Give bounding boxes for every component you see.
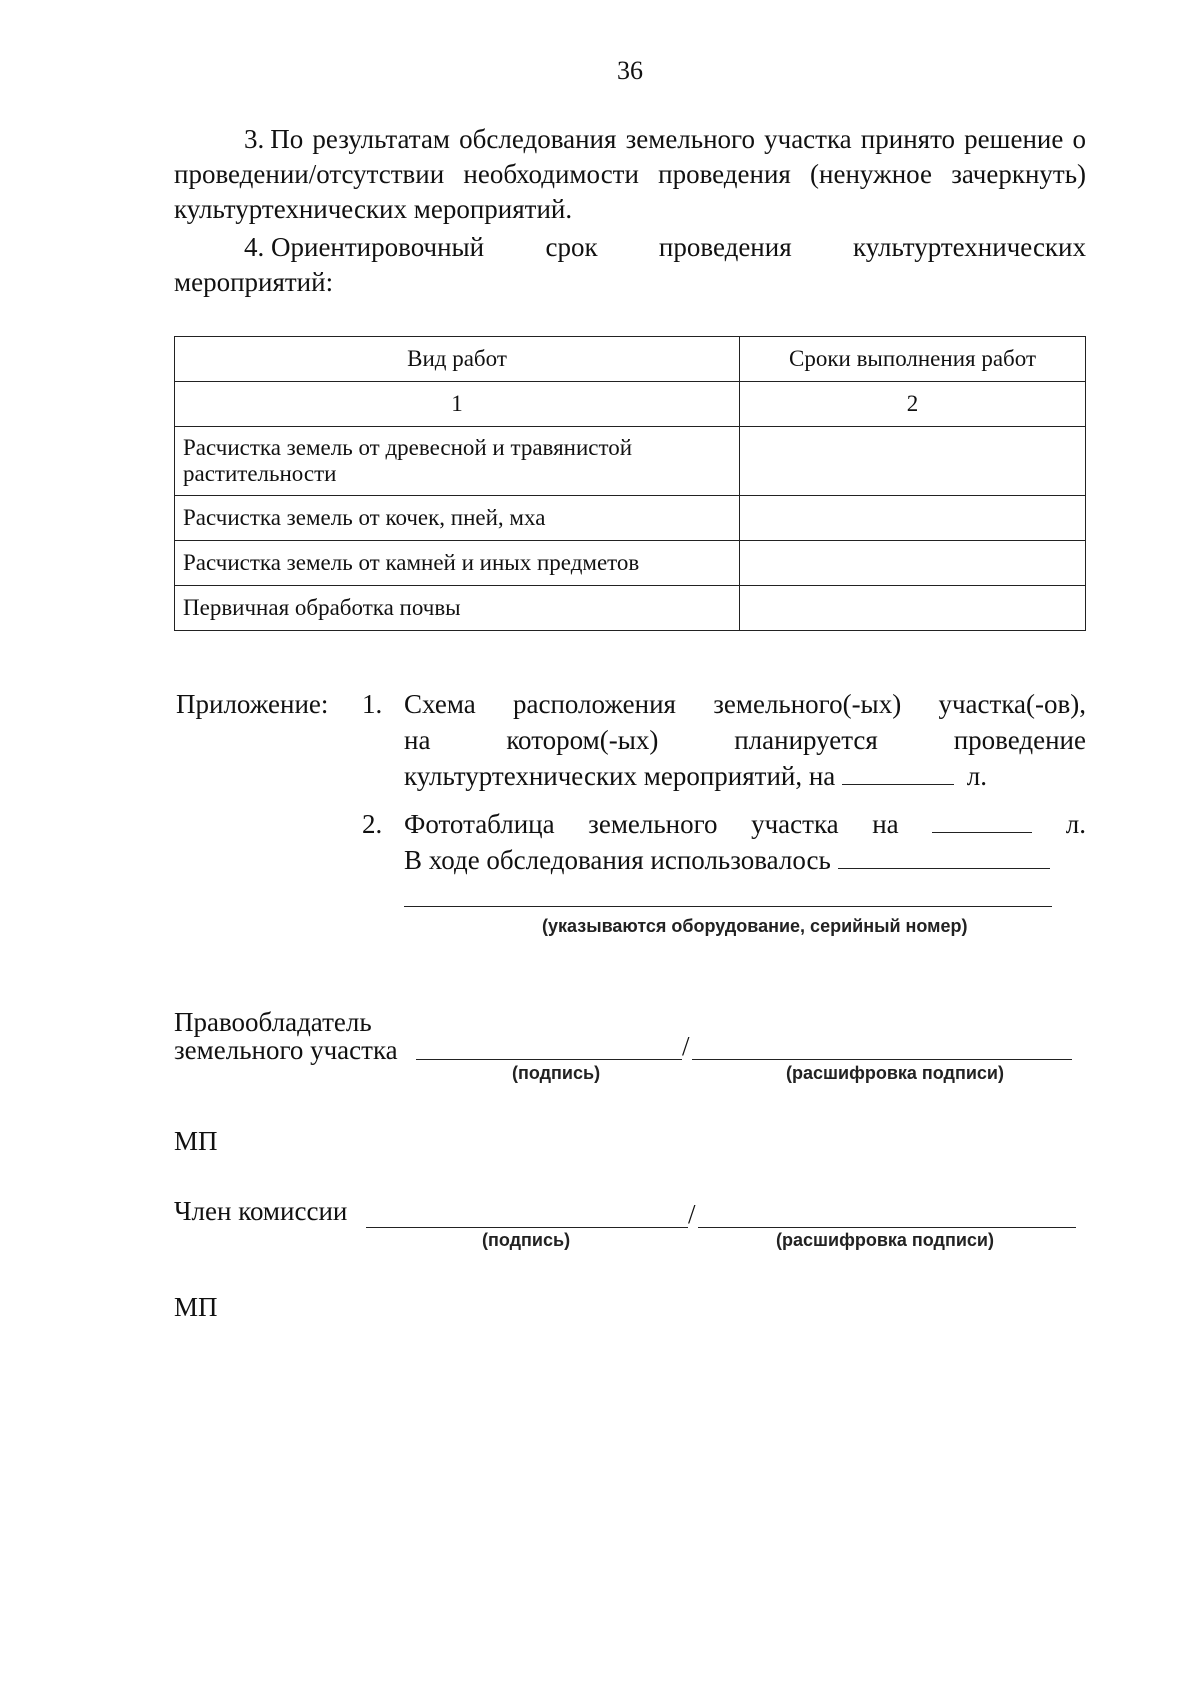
section-4-word: культуртехнических	[852, 232, 1086, 262]
word: расположения	[512, 689, 676, 719]
section-4-word: Ориентировочный	[271, 232, 485, 262]
section-4-first-line	[174, 230, 1086, 265]
name-caption: (расшифровка подписи)	[786, 1063, 1004, 1083]
stamp-placeholder: МП	[174, 1292, 218, 1322]
owner-label: Правообладатель земельного участка	[174, 1007, 398, 1065]
equipment-blank[interactable]	[838, 842, 1050, 869]
appendix-item-2	[362, 806, 1086, 878]
word: Схема	[404, 689, 476, 719]
equipment-continuation-line[interactable]	[404, 906, 1052, 907]
sheet-count-blank[interactable]	[842, 758, 954, 785]
appendix-item-line	[404, 806, 1086, 842]
section-4-word: проведения	[658, 232, 792, 262]
table-row	[175, 541, 1086, 586]
table-column-numbers-row	[175, 382, 1086, 427]
work-term-cell[interactable]	[740, 586, 1086, 631]
word: Фототаблица	[404, 809, 555, 839]
word: котором(-ых)	[506, 725, 659, 755]
appendix-label: Приложение:	[176, 689, 329, 719]
sheets-abbrev: л.	[966, 761, 988, 791]
word: на	[404, 725, 431, 755]
word: участка(-ов),	[938, 689, 1086, 719]
work-type-cell: Расчистка земель от древесной и травянистой растительности	[175, 427, 740, 496]
appendix-item-line	[404, 722, 1086, 758]
table-row	[175, 427, 1086, 496]
member-signature-line[interactable]	[366, 1227, 688, 1228]
column-number: 2	[740, 382, 1086, 427]
work-type-cell: Расчистка земель от кочек, пней, мха	[175, 496, 740, 541]
appendix-item-line	[404, 686, 1086, 722]
member-name-line[interactable]	[698, 1227, 1076, 1228]
stamp-placeholder: МП	[174, 1126, 218, 1156]
section-3-paragraph	[174, 122, 1086, 227]
sheet-count-blank[interactable]	[932, 806, 1032, 833]
appendix-item-text: культуртехнических мероприятий, на	[404, 761, 836, 791]
section-4-number: 4.	[244, 232, 265, 262]
signature-caption: (подпись)	[512, 1063, 601, 1083]
table-header-row	[175, 337, 1086, 382]
section-4-continuation: мероприятий:	[174, 267, 334, 297]
column-number: 1	[175, 382, 740, 427]
work-term-cell[interactable]	[740, 541, 1086, 586]
header-work-type: Вид работ	[175, 337, 740, 382]
work-type-cell: Расчистка земель от камней и иных предметов	[175, 541, 740, 586]
appendix-item-number: 1.	[362, 689, 383, 719]
commission-member-label: Член комиссии	[174, 1196, 348, 1226]
table-row	[175, 586, 1086, 631]
word: на	[872, 809, 899, 839]
word: проведение	[953, 725, 1086, 755]
word: участка	[751, 809, 839, 839]
name-caption: (расшифровка подписи)	[776, 1230, 994, 1250]
section-3-text: По результатам обследования земельного участка принято решение о проведении/отсутствии необходимости проведения (ненужное зачеркнуть) культуртехнических мероприятий.	[174, 124, 1086, 224]
owner-signature-line[interactable]	[416, 1059, 682, 1060]
word: земельного	[588, 809, 718, 839]
table-row	[175, 496, 1086, 541]
section-4-word: срок	[545, 232, 598, 262]
equipment-caption: (указываются оборудование, серийный номер)	[542, 916, 968, 936]
owner-name-line[interactable]	[692, 1059, 1072, 1060]
work-term-cell[interactable]	[740, 427, 1086, 496]
appendix-item-line	[404, 758, 1086, 794]
work-type-cell: Первичная обработка почвы	[175, 586, 740, 631]
section-3-number: 3.	[244, 124, 265, 154]
appendix-item-line	[404, 842, 1086, 878]
equipment-used-text: В ходе обследования использовалось	[404, 845, 831, 875]
header-work-term: Сроки выполнения работ	[740, 337, 1086, 382]
page-number: 36	[617, 56, 643, 85]
word: земельного(-ых)	[713, 689, 902, 719]
appendix-item-1	[362, 686, 1086, 794]
sheets-abbrev: л.	[1065, 809, 1086, 839]
section-4-paragraph	[174, 230, 1086, 300]
separator-slash: /	[682, 1031, 690, 1061]
word: планируется	[734, 725, 878, 755]
separator-slash: /	[688, 1199, 696, 1229]
works-schedule-table	[174, 336, 1086, 631]
signature-caption: (подпись)	[482, 1230, 571, 1250]
work-term-cell[interactable]	[740, 496, 1086, 541]
appendix-item-number: 2.	[362, 809, 383, 839]
